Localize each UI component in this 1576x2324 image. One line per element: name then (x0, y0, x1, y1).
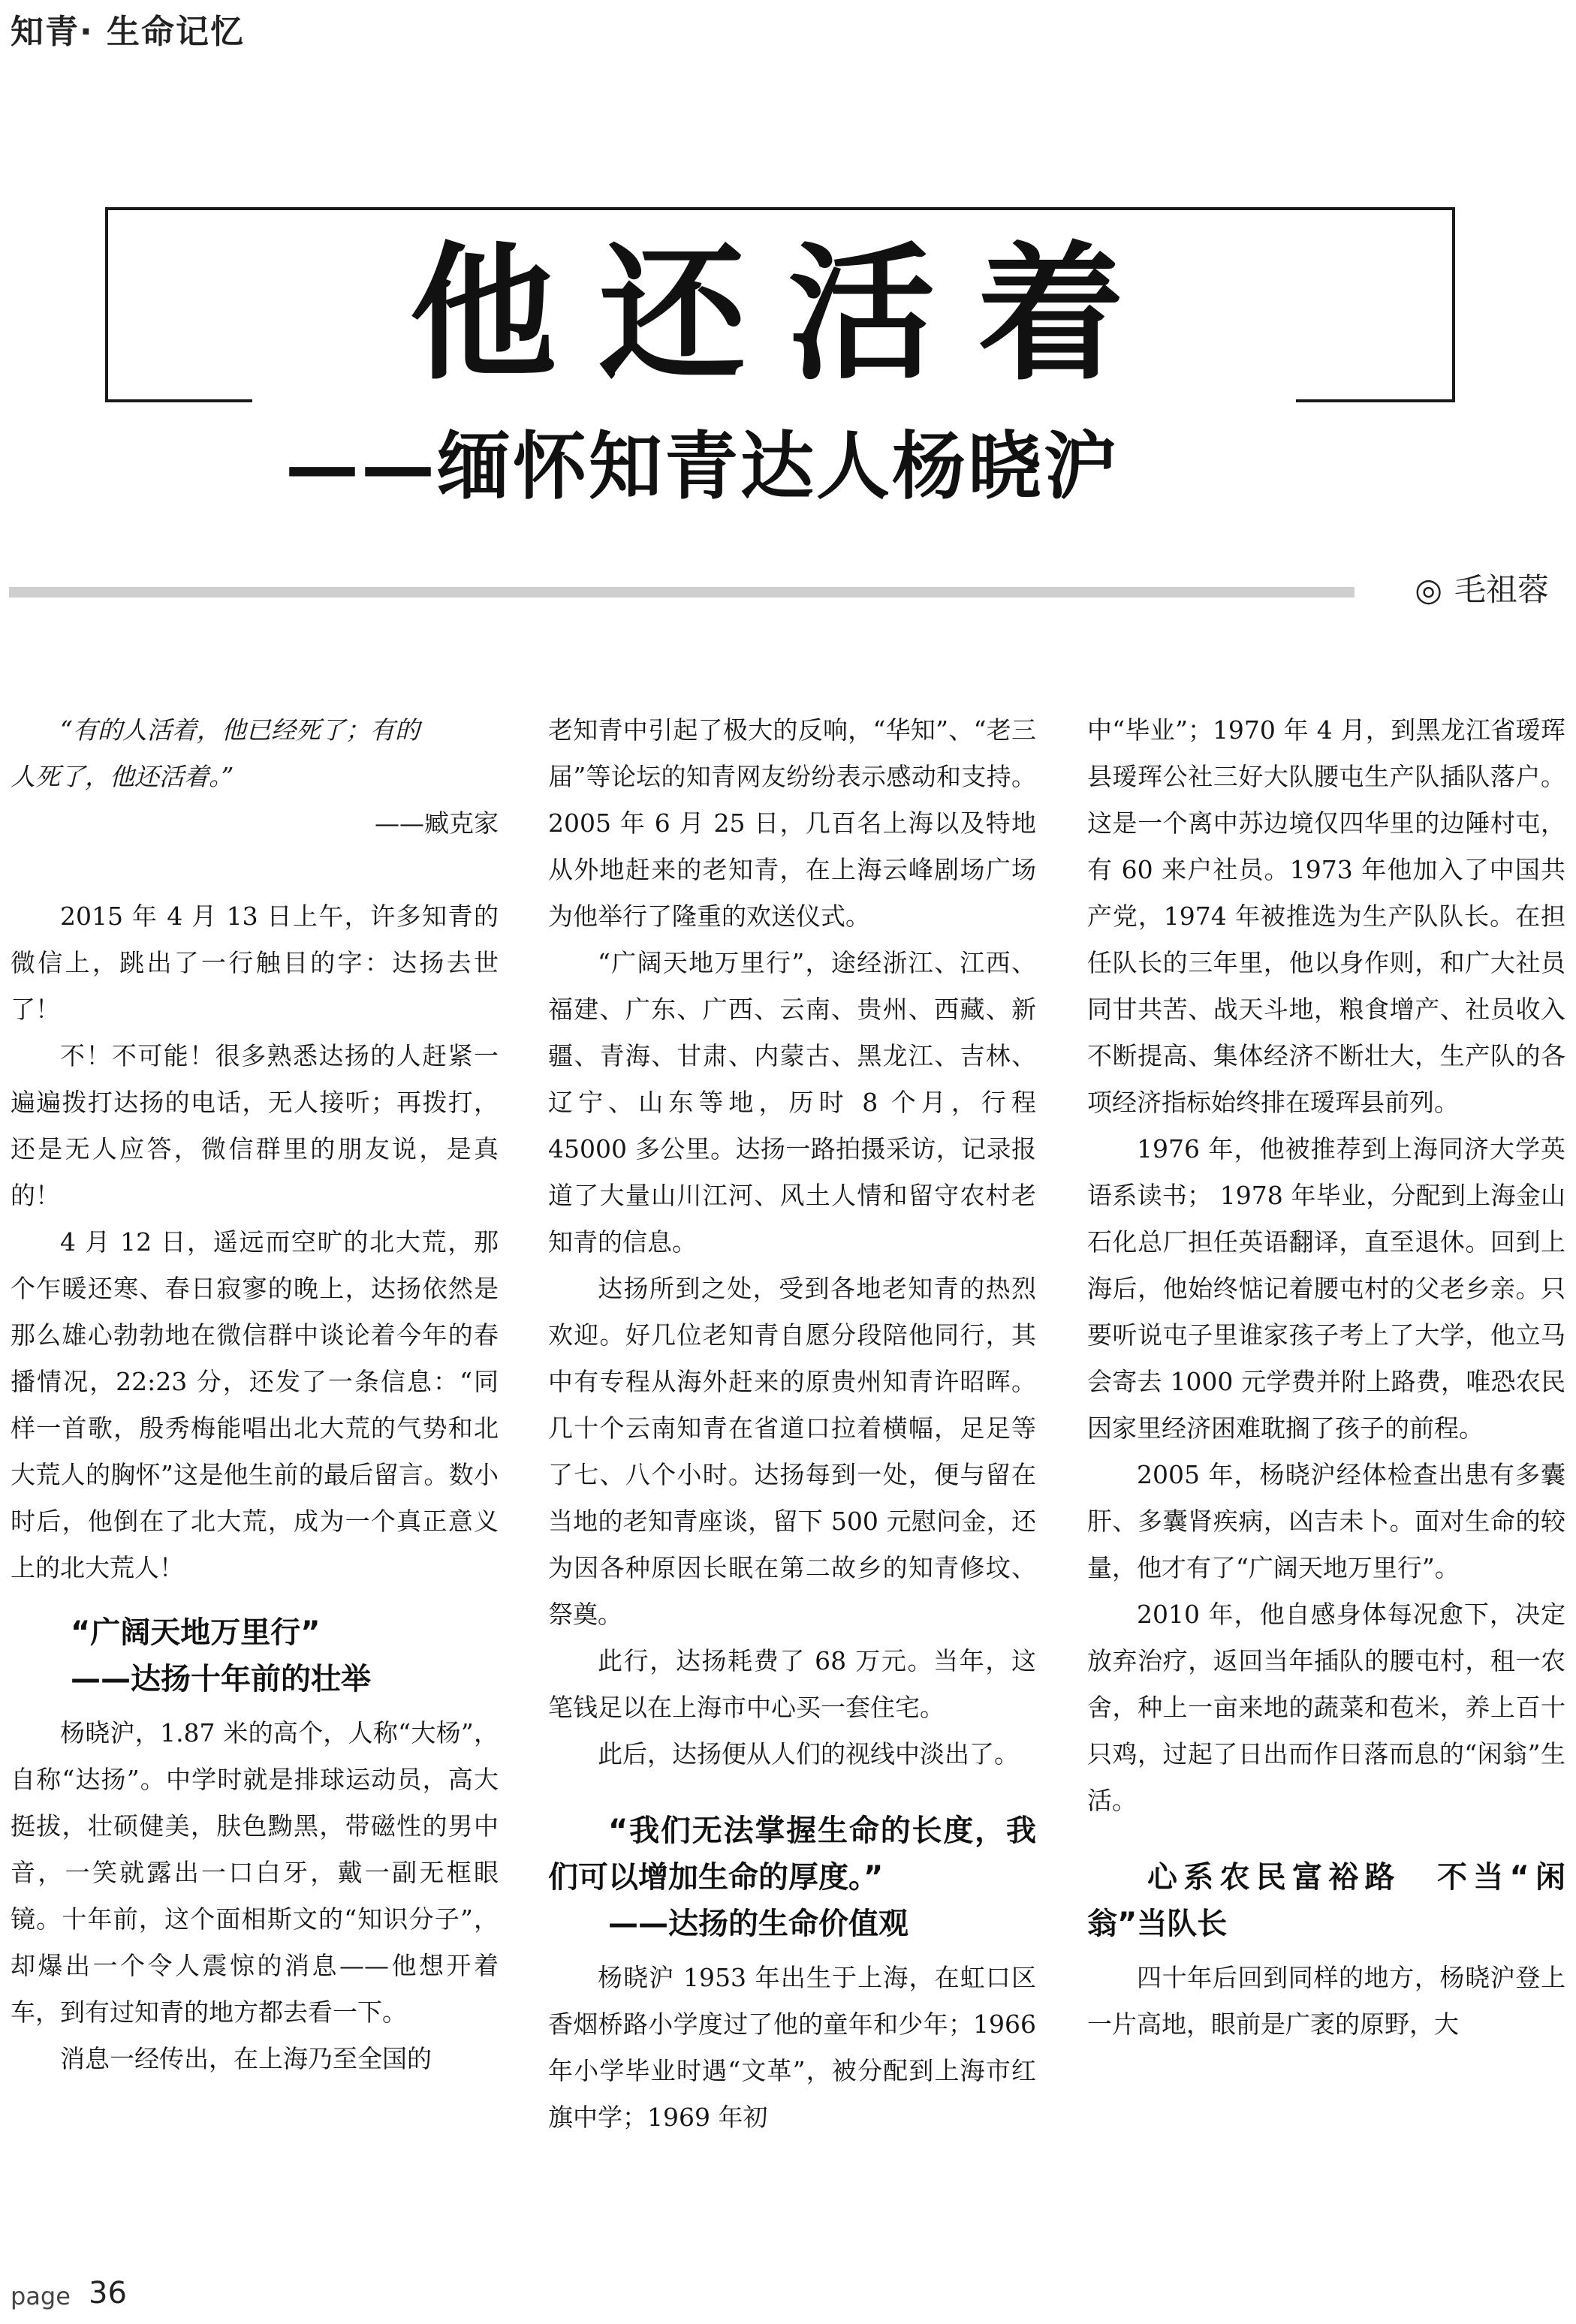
article-subtitle: ——缅怀知青达人杨晓沪 (285, 424, 1120, 510)
paragraph: 达扬所到之处，受到各地老知青的热烈欢迎。好几位老知青自愿分段陪他同行，其中有专程从海外赶来的原贵州知青许昭晖。几十个云南知青在省道口拉着横幅，足足等了七、八个小时。达扬每到一处，便与留在当地的老知青座谈，留下 500 元慰问金，还为因各种原因长眠在第二故乡的知青修坟、祭奠。 (548, 1274, 1036, 1629)
paragraph: 杨晓沪，1.87 米的高个，人称“大杨”，自称“达扬”。中学时就是排球运动员，高大挺拔，壮硕健美，肤色黝黑，带磁性的男中音，一笑就露出一口白牙，戴一副无框眼镜。十年前，这个面相斯文的“知识分子”，却爆出一个令人震惊的消息——他想开着车，到有过知青的地方都去看一下。 (11, 1718, 499, 2027)
section-heading-line: “我们无法掌握生命的长度，我们可以增加生命的厚度。” (548, 1814, 1036, 1895)
paragraph: 此后，达扬便从人们的视线中淡出了。 (598, 1739, 1019, 1769)
section-heading-subline: ——达扬的生命价值观 (608, 1907, 909, 1941)
paragraph: 老知青中引起了极大的反响，“华知”、“老三届”等论坛的知青网友纷纷表示感动和支持。2005 年 6 月 25 日，几百名上海以及特地从外地赶来的老知青，在上海云峰剧场广场为他举行了隆重的欢送仪式。 (548, 715, 1036, 931)
text-column-1 (11, 707, 499, 2253)
section-label: 知青· 生命记忆 (11, 13, 246, 51)
byline-mark: ◎ (1415, 571, 1442, 608)
epigraph-line-2: 人死了，他还活着。” (11, 762, 234, 791)
epigraph-attribution: ——臧克家 (375, 808, 499, 838)
title-frame-foot-left (105, 399, 252, 402)
paragraph: 1976 年，他被推荐到上海同济大学英语系读书； 1978 年毕业，分配到上海金山石化总厂担任英语翻译，直至退休。回到上海后，他始终惦记着腰屯村的父老乡亲。只要听说屯子里谁家孩子考上了大学，他立马会寄去 1000 元学费并附上路费，唯恐农民因家里经济困难耽搁了孩子的前程。 (1087, 1134, 1565, 1443)
section-heading-line: “广阔天地万里行” (71, 1615, 321, 1650)
section-heading-2 (548, 1808, 1036, 1947)
paragraph: 消息一经传出，在上海乃至全国的 (60, 2044, 432, 2073)
paragraph: 中“毕业”；1970 年 4 月，到黑龙江省瑷珲县瑷珲公社三好大队腰屯生产队插队落户。这是一个离中苏边境仅四华里的边陲村屯，有 60 来户社员。1973 年他加入了中国共产党，1974 年被推选为生产队队长。在担任队长的三年里，他以身作则，和广大社员同甘共苦、战天斗地，粮食增产、社员收入不断提高、集体经济不断壮大，生产队的各项经济指标始终排在瑷珲县前列。 (1087, 715, 1565, 1117)
paragraph: 2005 年，杨晓沪经体检查出患有多囊肝、多囊肾疾病，凶吉未卜。面对生命的较量，他才有了“广阔天地万里行”。 (1087, 1460, 1565, 1582)
paragraph: 不！不可能！很多熟悉达扬的人赶紧一遍遍拨打达扬的电话，无人接听；再拨打，还是无人应答，微信群里的朋友说，是真的！ (11, 1041, 499, 1210)
paragraph: “广阔天地万里行”，途经浙江、江西、福建、广东、广西、云南、贵州、西藏、新疆、青海、甘肃、内蒙古、黑龙江、吉林、辽宁、山东等地，历时 8 个月，行程 45000 多公里。达扬一路拍摄采访，记录报道了大量山川江河、风土人情和留守农村老知青的信息。 (548, 948, 1036, 1257)
paragraph: 4 月 12 日，遥远而空旷的北大荒，那个乍暖还寒、春日寂寥的晚上，达扬依然是那么雄心勃勃地在微信群中谈论着今年的春播情况，22:23 分，还发了一条信息：“同样一首歌，殷秀梅能唱出北大荒的气势和北大荒人的胸怀”这是他生前的最后留言。数小时后，他倒在了北大荒，成为一个真正意义上的北大荒人！ (11, 1227, 499, 1582)
section-heading-subline: ——达扬十年前的壮举 (71, 1662, 371, 1696)
section-heading-line: 心系农民富裕路 不当“闲翁”当队长 (1087, 1860, 1565, 1941)
byline-rule (9, 587, 1355, 598)
text-column-2 (548, 707, 1036, 2253)
byline (1415, 567, 1549, 613)
page-number: 36 (89, 2276, 127, 2310)
section-heading-1 (11, 1609, 499, 1702)
paragraph: 2010 年，他自感身体每况愈下，决定放弃治疗，返回当年插队的腰屯村，租一农舍，种上一亩来地的蔬菜和苞米，养上百十只鸡，过起了日出而作日落而息的“闲翁”生活。 (1087, 1600, 1565, 1815)
epigraph-line-1: “有的人活着，他已经死了；有的 (60, 715, 420, 745)
paragraph: 此行，达扬耗费了 68 万元。当年，这笔钱足以在上海市中心买一套住宅。 (548, 1646, 1036, 1722)
paragraph: 四十年后回到同样的地方，杨晓沪登上一片高地，眼前是广袤的原野，大 (1087, 1963, 1565, 2039)
page-label: page (11, 2282, 71, 2310)
paragraph: 杨晓沪 1953 年出生于上海，在虹口区香烟桥路小学度过了他的童年和少年；1966 年小学毕业时遇“文革”，被分配到上海市红旗中学；1969 年初 (548, 1963, 1036, 2132)
article-title: 他还活着 (409, 227, 1167, 400)
spacer (11, 847, 499, 893)
paragraph: 2015 年 4 月 13 日上午，许多知青的微信上，跳出了一行触目的字：达扬去世了！ (11, 902, 499, 1024)
section-heading-3 (1087, 1854, 1565, 1947)
title-frame-foot-right (1296, 399, 1452, 402)
author-name: 毛祖蓉 (1454, 571, 1549, 608)
text-column-3 (1087, 707, 1565, 2253)
